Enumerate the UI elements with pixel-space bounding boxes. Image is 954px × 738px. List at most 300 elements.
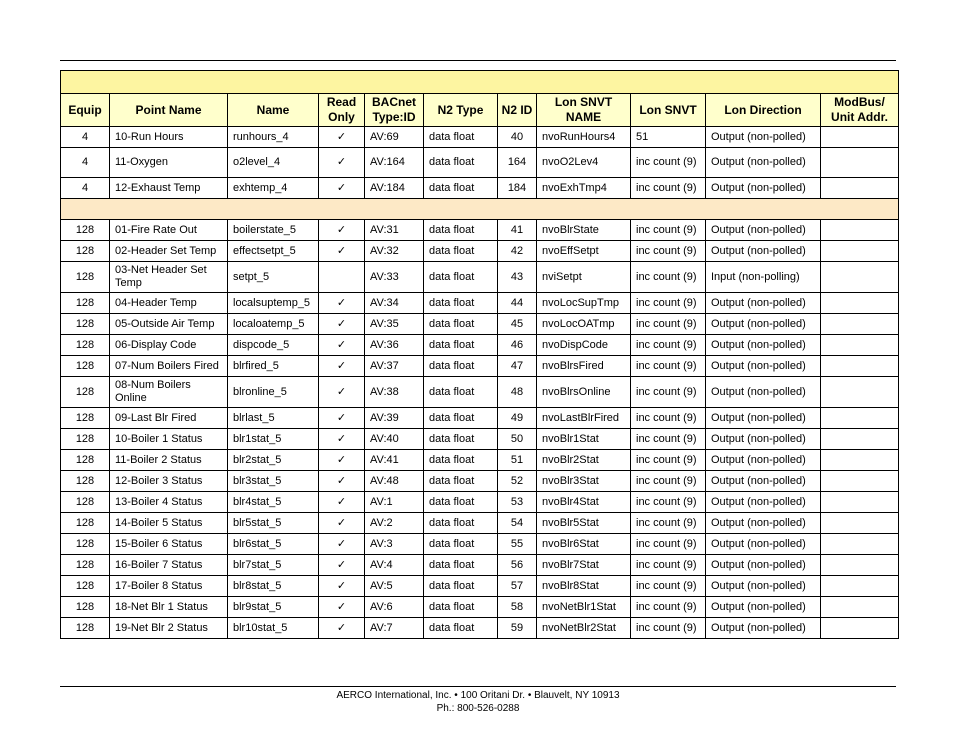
equip-cell: 128 [61, 429, 110, 450]
n2-type-cell: data float [424, 555, 498, 576]
name-cell: blr8stat_5 [228, 576, 319, 597]
lon-snvt-cell: inc count (9) [631, 471, 706, 492]
lon-direction-cell: Output (non-polled) [706, 293, 821, 314]
table-row [61, 220, 899, 241]
checkmark-icon: ✓ [336, 474, 347, 487]
name-cell: blr2stat_5 [228, 450, 319, 471]
table-row [61, 241, 899, 262]
lon-snvt-name-cell: nvoBlr3Stat [537, 471, 631, 492]
n2-id-cell: 42 [498, 241, 537, 262]
table-row [61, 178, 899, 199]
name-cell: blr7stat_5 [228, 555, 319, 576]
lon-snvt-cell: inc count (9) [631, 377, 706, 408]
point-name-cell: 15-Boiler 6 Status [110, 534, 228, 555]
lon-direction-cell: Output (non-polled) [706, 618, 821, 639]
col-modbus-unit-addr: ModBus/ Unit Addr. [821, 94, 899, 127]
lon-snvt-name-cell: nvoBlrsFired [537, 356, 631, 377]
checkmark-icon: ✓ [336, 621, 347, 634]
equip-cell: 128 [61, 618, 110, 639]
checkmark-icon: ✓ [336, 516, 347, 529]
name-cell: localsuptemp_5 [228, 293, 319, 314]
col-n2-id: N2 ID [498, 94, 537, 127]
equip-cell: 128 [61, 293, 110, 314]
table-row [61, 356, 899, 377]
read-only-cell [319, 377, 365, 408]
col-bacnet-type-id: BACnet Type:ID [365, 94, 424, 127]
lon-snvt-cell: inc count (9) [631, 576, 706, 597]
col-n2-type: N2 Type [424, 94, 498, 127]
modbus-cell [821, 534, 899, 555]
point-name-cell: 01-Fire Rate Out [110, 220, 228, 241]
lon-direction-cell: Output (non-polled) [706, 492, 821, 513]
n2-id-cell: 41 [498, 220, 537, 241]
n2-type-cell: data float [424, 356, 498, 377]
bacnet-cell: AV:32 [365, 241, 424, 262]
modbus-cell [821, 618, 899, 639]
lon-snvt-cell: inc count (9) [631, 220, 706, 241]
equip-cell: 128 [61, 555, 110, 576]
lon-snvt-name-cell: nvoDispCode [537, 335, 631, 356]
bacnet-cell: AV:4 [365, 555, 424, 576]
checkmark-icon: ✓ [336, 359, 347, 372]
equip-cell: 128 [61, 241, 110, 262]
read-only-cell [319, 127, 365, 148]
lon-snvt-cell: inc count (9) [631, 618, 706, 639]
lon-snvt-cell: inc count (9) [631, 450, 706, 471]
table-row [61, 408, 899, 429]
name-cell: runhours_4 [228, 127, 319, 148]
lon-direction-cell: Output (non-polled) [706, 178, 821, 199]
lon-snvt-name-cell: nvoExhTmp4 [537, 178, 631, 199]
table-row [61, 576, 899, 597]
read-only-cell [319, 555, 365, 576]
lon-snvt-cell: inc count (9) [631, 429, 706, 450]
bacnet-cell: AV:1 [365, 492, 424, 513]
col-name: Name [228, 94, 319, 127]
lon-direction-cell: Output (non-polled) [706, 127, 821, 148]
n2-id-cell: 53 [498, 492, 537, 513]
lon-snvt-cell: inc count (9) [631, 534, 706, 555]
n2-type-cell: data float [424, 534, 498, 555]
n2-type-cell: data float [424, 492, 498, 513]
n2-type-cell: data float [424, 262, 498, 293]
equip-cell: 128 [61, 220, 110, 241]
bacnet-cell: AV:40 [365, 429, 424, 450]
col-read-only: Read Only [319, 94, 365, 127]
bacnet-cell: AV:7 [365, 618, 424, 639]
name-cell: blr3stat_5 [228, 471, 319, 492]
n2-id-cell: 44 [498, 293, 537, 314]
modbus-cell [821, 597, 899, 618]
bacnet-cell: AV:5 [365, 576, 424, 597]
table-row [61, 429, 899, 450]
col-lon-direction: Lon Direction [706, 94, 821, 127]
name-cell: effectsetpt_5 [228, 241, 319, 262]
n2-type-cell: data float [424, 408, 498, 429]
point-name-cell: 12-Exhaust Temp [110, 178, 228, 199]
point-name-cell: 11-Boiler 2 Status [110, 450, 228, 471]
lon-direction-cell: Output (non-polled) [706, 429, 821, 450]
lon-snvt-name-cell: nvoO2Lev4 [537, 148, 631, 178]
lon-snvt-name-cell: nvoBlr4Stat [537, 492, 631, 513]
lon-snvt-cell: inc count (9) [631, 241, 706, 262]
point-name-cell: 03-Net Header Set Temp [110, 262, 228, 293]
checkmark-icon: ✓ [336, 558, 347, 571]
n2-id-cell: 49 [498, 408, 537, 429]
equip-cell: 128 [61, 471, 110, 492]
checkmark-icon: ✓ [336, 600, 347, 613]
lon-snvt-name-cell: nvoLocOATmp [537, 314, 631, 335]
lon-snvt-cell: inc count (9) [631, 178, 706, 199]
modbus-cell [821, 471, 899, 492]
bacnet-cell: AV:48 [365, 471, 424, 492]
table-row [61, 335, 899, 356]
n2-id-cell: 57 [498, 576, 537, 597]
lon-direction-cell: Output (non-polled) [706, 513, 821, 534]
equip-cell: 128 [61, 356, 110, 377]
modbus-cell [821, 408, 899, 429]
n2-id-cell: 43 [498, 262, 537, 293]
bacnet-cell: AV:33 [365, 262, 424, 293]
lon-snvt-cell: inc count (9) [631, 492, 706, 513]
n2-id-cell: 59 [498, 618, 537, 639]
checkmark-icon: ✓ [336, 156, 347, 168]
lon-direction-cell: Output (non-polled) [706, 377, 821, 408]
checkmark-icon: ✓ [336, 181, 347, 194]
lon-direction-cell: Output (non-polled) [706, 335, 821, 356]
read-only-cell [319, 429, 365, 450]
point-name-cell: 17-Boiler 8 Status [110, 576, 228, 597]
n2-type-cell: data float [424, 148, 498, 178]
footer-rule [60, 686, 896, 687]
read-only-cell [319, 178, 365, 199]
table-row [61, 471, 899, 492]
bacnet-cell: AV:41 [365, 450, 424, 471]
equip-cell: 128 [61, 576, 110, 597]
name-cell: blrlast_5 [228, 408, 319, 429]
checkmark-icon: ✓ [336, 338, 347, 351]
lon-snvt-cell: inc count (9) [631, 597, 706, 618]
modbus-cell [821, 429, 899, 450]
lon-snvt-name-cell: nvoBlr5Stat [537, 513, 631, 534]
lon-snvt-cell: inc count (9) [631, 293, 706, 314]
header-rule [60, 60, 896, 61]
modbus-cell [821, 335, 899, 356]
modbus-cell [821, 314, 899, 335]
page-footer [60, 689, 896, 715]
lon-snvt-name-cell: nvoRunHours4 [537, 127, 631, 148]
table-row [61, 314, 899, 335]
lon-direction-cell: Output (non-polled) [706, 148, 821, 178]
read-only-cell [319, 492, 365, 513]
point-name-cell: 14-Boiler 5 Status [110, 513, 228, 534]
col-lon-snvt-name: Lon SNVT NAME [537, 94, 631, 127]
checkmark-icon: ✓ [336, 432, 347, 445]
checkmark-icon: ✓ [336, 317, 347, 330]
read-only-cell [319, 356, 365, 377]
bacnet-cell: AV:2 [365, 513, 424, 534]
table-row [61, 534, 899, 555]
lon-direction-cell: Output (non-polled) [706, 241, 821, 262]
lon-snvt-name-cell: nvoBlrsOnline [537, 377, 631, 408]
equip-cell: 128 [61, 262, 110, 293]
n2-type-cell: data float [424, 335, 498, 356]
points-table [60, 70, 899, 639]
n2-id-cell: 52 [498, 471, 537, 492]
lon-snvt-name-cell: nvoBlr1Stat [537, 429, 631, 450]
equip-cell: 128 [61, 314, 110, 335]
table-row [61, 513, 899, 534]
n2-id-cell: 164 [498, 148, 537, 178]
table-row [61, 148, 899, 178]
checkmark-icon: ✓ [336, 223, 347, 236]
lon-direction-cell: Output (non-polled) [706, 597, 821, 618]
n2-id-cell: 45 [498, 314, 537, 335]
lon-direction-cell: Output (non-polled) [706, 356, 821, 377]
checkmark-icon: ✓ [336, 411, 347, 424]
col-equip: Equip [61, 94, 110, 127]
point-name-cell: 07-Num Boilers Fired [110, 356, 228, 377]
read-only-cell [319, 314, 365, 335]
modbus-cell [821, 356, 899, 377]
point-name-cell: 16-Boiler 7 Status [110, 555, 228, 576]
lon-direction-cell: Output (non-polled) [706, 576, 821, 597]
read-only-cell [319, 148, 365, 178]
name-cell: dispcode_5 [228, 335, 319, 356]
n2-type-cell: data float [424, 127, 498, 148]
lon-snvt-name-cell: nvoNetBlr2Stat [537, 618, 631, 639]
n2-type-cell: data float [424, 293, 498, 314]
equip-cell: 128 [61, 492, 110, 513]
bacnet-cell: AV:184 [365, 178, 424, 199]
equip-cell: 128 [61, 534, 110, 555]
lon-snvt-name-cell: nviSetpt [537, 262, 631, 293]
lon-snvt-name-cell: nvoNetBlr1Stat [537, 597, 631, 618]
modbus-cell [821, 178, 899, 199]
table-row [61, 597, 899, 618]
n2-id-cell: 50 [498, 429, 537, 450]
read-only-cell [319, 408, 365, 429]
bacnet-cell: AV:39 [365, 408, 424, 429]
n2-type-cell: data float [424, 576, 498, 597]
name-cell: blr9stat_5 [228, 597, 319, 618]
name-cell: blr10stat_5 [228, 618, 319, 639]
n2-id-cell: 54 [498, 513, 537, 534]
modbus-cell [821, 293, 899, 314]
lon-snvt-cell: inc count (9) [631, 408, 706, 429]
equip-cell: 4 [61, 178, 110, 199]
checkmark-icon: ✓ [336, 130, 347, 143]
n2-type-cell: data float [424, 597, 498, 618]
name-cell: blronline_5 [228, 377, 319, 408]
n2-type-cell: data float [424, 513, 498, 534]
modbus-cell [821, 148, 899, 178]
point-name-cell: 11-Oxygen [110, 148, 228, 178]
name-cell: localoatemp_5 [228, 314, 319, 335]
modbus-cell [821, 513, 899, 534]
n2-id-cell: 51 [498, 450, 537, 471]
lon-direction-cell: Output (non-polled) [706, 534, 821, 555]
col-lon-snvt: Lon SNVT [631, 94, 706, 127]
point-name-cell: 10-Boiler 1 Status [110, 429, 228, 450]
table-row [61, 377, 899, 408]
read-only-cell [319, 576, 365, 597]
point-name-cell: 06-Display Code [110, 335, 228, 356]
point-name-cell: 04-Header Temp [110, 293, 228, 314]
read-only-cell [319, 220, 365, 241]
n2-id-cell: 40 [498, 127, 537, 148]
table-row [61, 127, 899, 148]
n2-type-cell: data float [424, 178, 498, 199]
point-name-cell: 09-Last Blr Fired [110, 408, 228, 429]
read-only-cell [319, 618, 365, 639]
read-only-cell [319, 534, 365, 555]
equip-cell: 128 [61, 335, 110, 356]
n2-type-cell: data float [424, 314, 498, 335]
lon-snvt-cell: 51 [631, 127, 706, 148]
table-row [61, 450, 899, 471]
checkmark-icon: ✓ [336, 385, 347, 398]
read-only-cell [319, 335, 365, 356]
name-cell: blr5stat_5 [228, 513, 319, 534]
n2-type-cell: data float [424, 377, 498, 408]
read-only-cell [319, 241, 365, 262]
point-name-cell: 12-Boiler 3 Status [110, 471, 228, 492]
table-row [61, 492, 899, 513]
n2-type-cell: data float [424, 471, 498, 492]
n2-id-cell: 48 [498, 377, 537, 408]
n2-type-cell: data float [424, 429, 498, 450]
table-row [61, 293, 899, 314]
lon-snvt-cell: inc count (9) [631, 314, 706, 335]
point-name-cell: 02-Header Set Temp [110, 241, 228, 262]
checkmark-icon: ✓ [336, 537, 347, 550]
lon-snvt-cell: inc count (9) [631, 513, 706, 534]
point-name-cell: 18-Net Blr 1 Status [110, 597, 228, 618]
bacnet-cell: AV:31 [365, 220, 424, 241]
lon-snvt-cell: inc count (9) [631, 555, 706, 576]
point-name-cell: 10-Run Hours [110, 127, 228, 148]
name-cell: blrfired_5 [228, 356, 319, 377]
checkmark-icon: ✓ [336, 495, 347, 508]
bacnet-cell: AV:6 [365, 597, 424, 618]
n2-type-cell: data float [424, 450, 498, 471]
lon-snvt-name-cell: nvoBlr6Stat [537, 534, 631, 555]
bacnet-cell: AV:69 [365, 127, 424, 148]
lon-snvt-cell: inc count (9) [631, 335, 706, 356]
read-only-cell [319, 471, 365, 492]
name-cell: blr1stat_5 [228, 429, 319, 450]
n2-id-cell: 58 [498, 597, 537, 618]
checkmark-icon: ✓ [336, 579, 347, 592]
read-only-cell [319, 597, 365, 618]
lon-snvt-name-cell: nvoEffSetpt [537, 241, 631, 262]
equip-cell: 128 [61, 408, 110, 429]
col-point-name: Point Name [110, 94, 228, 127]
point-name-cell: 13-Boiler 4 Status [110, 492, 228, 513]
bacnet-cell: AV:38 [365, 377, 424, 408]
table-row [61, 618, 899, 639]
n2-id-cell: 46 [498, 335, 537, 356]
bacnet-cell: AV:36 [365, 335, 424, 356]
name-cell: exhtemp_4 [228, 178, 319, 199]
lon-snvt-name-cell: nvoBlr8Stat [537, 576, 631, 597]
modbus-cell [821, 555, 899, 576]
lon-direction-cell: Output (non-polled) [706, 555, 821, 576]
modbus-cell [821, 492, 899, 513]
lon-direction-cell: Output (non-polled) [706, 450, 821, 471]
n2-type-cell: data float [424, 241, 498, 262]
name-cell: blr6stat_5 [228, 534, 319, 555]
name-cell: setpt_5 [228, 262, 319, 293]
footer-phone: Ph.: 800-526-0288 [436, 703, 520, 714]
point-name-cell: 19-Net Blr 2 Status [110, 618, 228, 639]
modbus-cell [821, 262, 899, 293]
footer-address: AERCO International, Inc. • 100 Oritani Dr. • Blauvelt, NY 10913 [336, 690, 620, 701]
lon-snvt-cell: inc count (9) [631, 148, 706, 178]
lon-direction-cell: Input (non-polling) [706, 262, 821, 293]
section-band [61, 199, 899, 220]
bacnet-cell: AV:3 [365, 534, 424, 555]
bacnet-cell: AV:34 [365, 293, 424, 314]
modbus-cell [821, 576, 899, 597]
table-title-band [61, 71, 899, 94]
read-only-cell [319, 513, 365, 534]
lon-direction-cell: Output (non-polled) [706, 408, 821, 429]
lon-direction-cell: Output (non-polled) [706, 471, 821, 492]
bacnet-cell: AV:37 [365, 356, 424, 377]
lon-direction-cell: Output (non-polled) [706, 314, 821, 335]
modbus-cell [821, 127, 899, 148]
equip-cell: 4 [61, 127, 110, 148]
lon-snvt-name-cell: nvoLocSupTmp [537, 293, 631, 314]
bacnet-cell: AV:35 [365, 314, 424, 335]
lon-snvt-cell: inc count (9) [631, 356, 706, 377]
modbus-cell [821, 220, 899, 241]
n2-type-cell: data float [424, 618, 498, 639]
n2-id-cell: 47 [498, 356, 537, 377]
lon-snvt-name-cell: nvoBlrState [537, 220, 631, 241]
point-name-cell: 08-Num Boilers Online [110, 377, 228, 408]
equip-cell: 128 [61, 513, 110, 534]
name-cell: blr4stat_5 [228, 492, 319, 513]
lon-snvt-name-cell: nvoBlr2Stat [537, 450, 631, 471]
lon-direction-cell: Output (non-polled) [706, 220, 821, 241]
n2-id-cell: 56 [498, 555, 537, 576]
read-only-cell [319, 293, 365, 314]
checkmark-icon: ✓ [336, 453, 347, 466]
table-row [61, 262, 899, 293]
equip-cell: 4 [61, 148, 110, 178]
n2-id-cell: 55 [498, 534, 537, 555]
equip-cell: 128 [61, 450, 110, 471]
checkmark-icon: ✓ [336, 296, 347, 309]
equip-cell: 128 [61, 377, 110, 408]
bacnet-cell: AV:164 [365, 148, 424, 178]
table-row [61, 555, 899, 576]
name-cell: o2level_4 [228, 148, 319, 178]
read-only-cell [319, 262, 365, 293]
point-name-cell: 05-Outside Air Temp [110, 314, 228, 335]
lon-snvt-cell: inc count (9) [631, 262, 706, 293]
read-only-cell [319, 450, 365, 471]
column-header-row [61, 94, 899, 127]
name-cell: boilerstate_5 [228, 220, 319, 241]
n2-type-cell: data float [424, 220, 498, 241]
equip-cell: 128 [61, 597, 110, 618]
modbus-cell [821, 241, 899, 262]
lon-snvt-name-cell: nvoLastBlrFired [537, 408, 631, 429]
